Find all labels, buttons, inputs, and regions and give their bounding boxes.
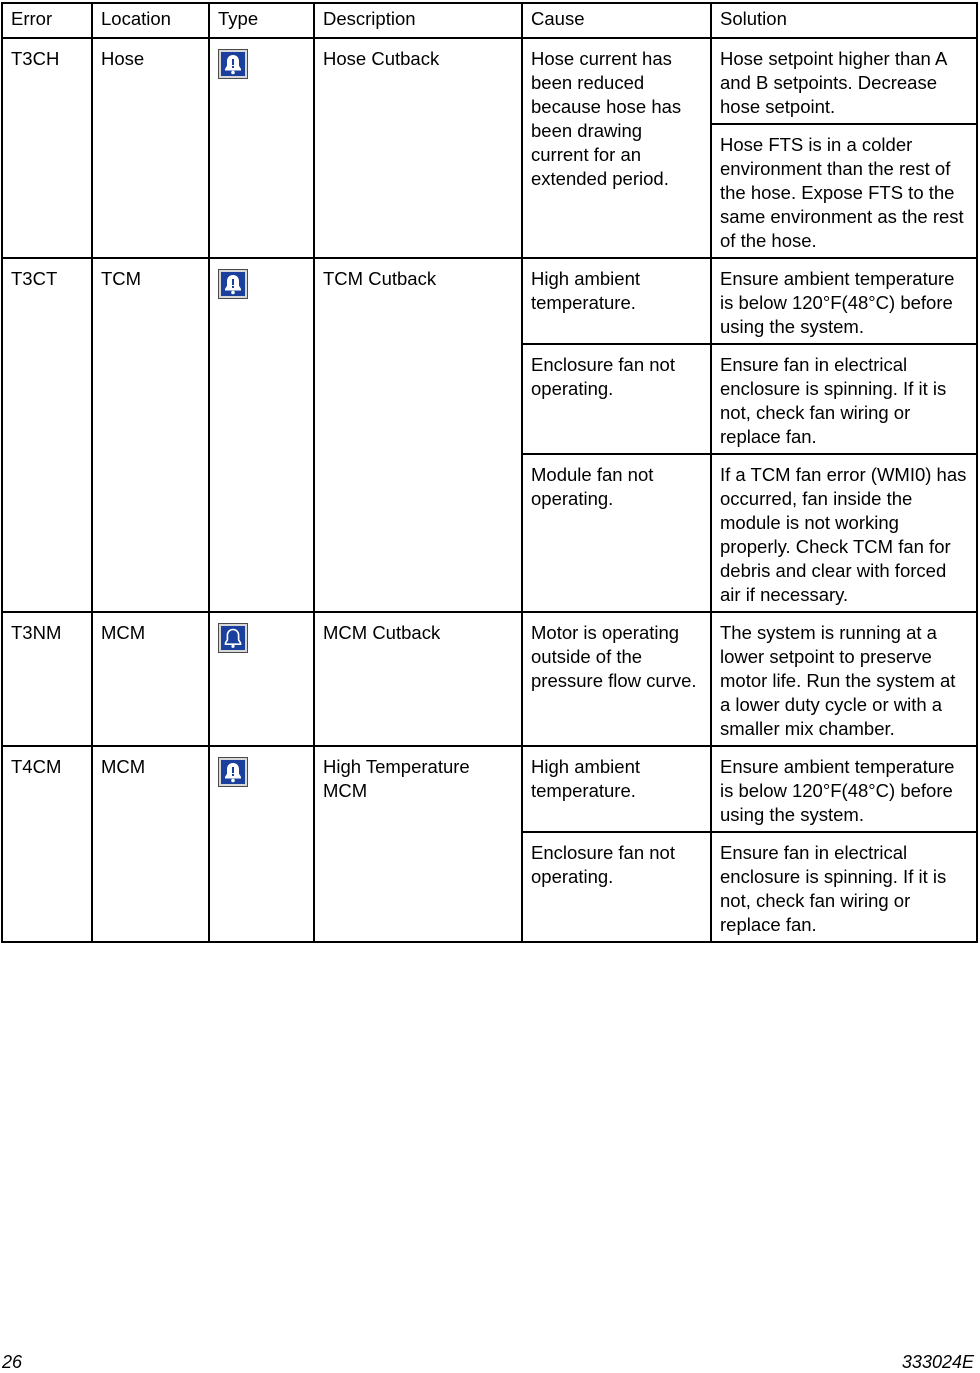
alarm-bell-icon — [218, 49, 248, 79]
cause: Enclosure fan not operating. — [522, 832, 711, 942]
header-solution: Solution — [711, 3, 977, 38]
error-table — [1, 2, 978, 943]
description: TCM Cutback — [314, 258, 522, 612]
type-cell — [209, 258, 314, 612]
solution: Hose setpoint higher than A and B setpoints. Decrease hose setpoint. — [711, 38, 977, 124]
cause: Motor is operating outside of the pressure flow curve. — [522, 612, 711, 746]
table-row — [2, 38, 977, 124]
cause: High ambient temperature. — [522, 258, 711, 344]
location: Hose — [92, 38, 209, 258]
type-cell — [209, 612, 314, 746]
solution: The system is running at a lower setpoint to preserve motor life. Run the system at a lower duty cycle or with a smaller mix chamber. — [711, 612, 977, 746]
alarm-bell-icon — [218, 757, 248, 787]
table-row — [2, 746, 977, 832]
solution: Ensure fan in electrical enclosure is spinning. If it is not, check fan wiring or replace fan. — [711, 344, 977, 454]
description: Hose Cutback — [314, 38, 522, 258]
alarm-bell-icon — [218, 269, 248, 299]
page-number: 26 — [2, 1352, 23, 1372]
location: MCM — [92, 612, 209, 746]
cause: High ambient temperature. — [522, 746, 711, 832]
header-type: Type — [209, 3, 314, 38]
header-cause: Cause — [522, 3, 711, 38]
solution: If a TCM fan error (WMI0) has occurred, fan inside the module is not working properly. Check TCM fan for debris and clear with forced air if necessary. — [711, 454, 977, 612]
header-location: Location — [92, 3, 209, 38]
type-cell — [209, 38, 314, 258]
header-description: Description — [314, 3, 522, 38]
header-error: Error — [2, 3, 92, 38]
error-code: T4CM — [2, 746, 92, 942]
table-row — [2, 612, 977, 746]
type-cell — [209, 746, 314, 942]
location: TCM — [92, 258, 209, 612]
advisory-bell-icon — [218, 623, 248, 653]
location: MCM — [92, 746, 209, 942]
error-code: T3NM — [2, 612, 92, 746]
cause: Hose current has been reduced because hose has been drawing current for an extended period. — [522, 38, 711, 258]
solution: Hose FTS is in a colder environment than the rest of the hose. Expose FTS to the same environment as the rest of the hose. — [711, 124, 977, 258]
error-code: T3CT — [2, 258, 92, 612]
description: High Temperature MCM — [314, 746, 522, 942]
error-code: T3CH — [2, 38, 92, 258]
solution: Ensure ambient temperature is below 120°F(48°C) before using the system. — [711, 746, 977, 832]
solution: Ensure fan in electrical enclosure is spinning. If it is not, check fan wiring or replace fan. — [711, 832, 977, 942]
table-row — [2, 258, 977, 344]
solution: Ensure ambient temperature is below 120°F(48°C) before using the system. — [711, 258, 977, 344]
header-row — [2, 3, 977, 38]
cause: Module fan not operating. — [522, 454, 711, 612]
description: MCM Cutback — [314, 612, 522, 746]
cause: Enclosure fan not operating. — [522, 344, 711, 454]
document-number: 333024E — [901, 1352, 974, 1372]
